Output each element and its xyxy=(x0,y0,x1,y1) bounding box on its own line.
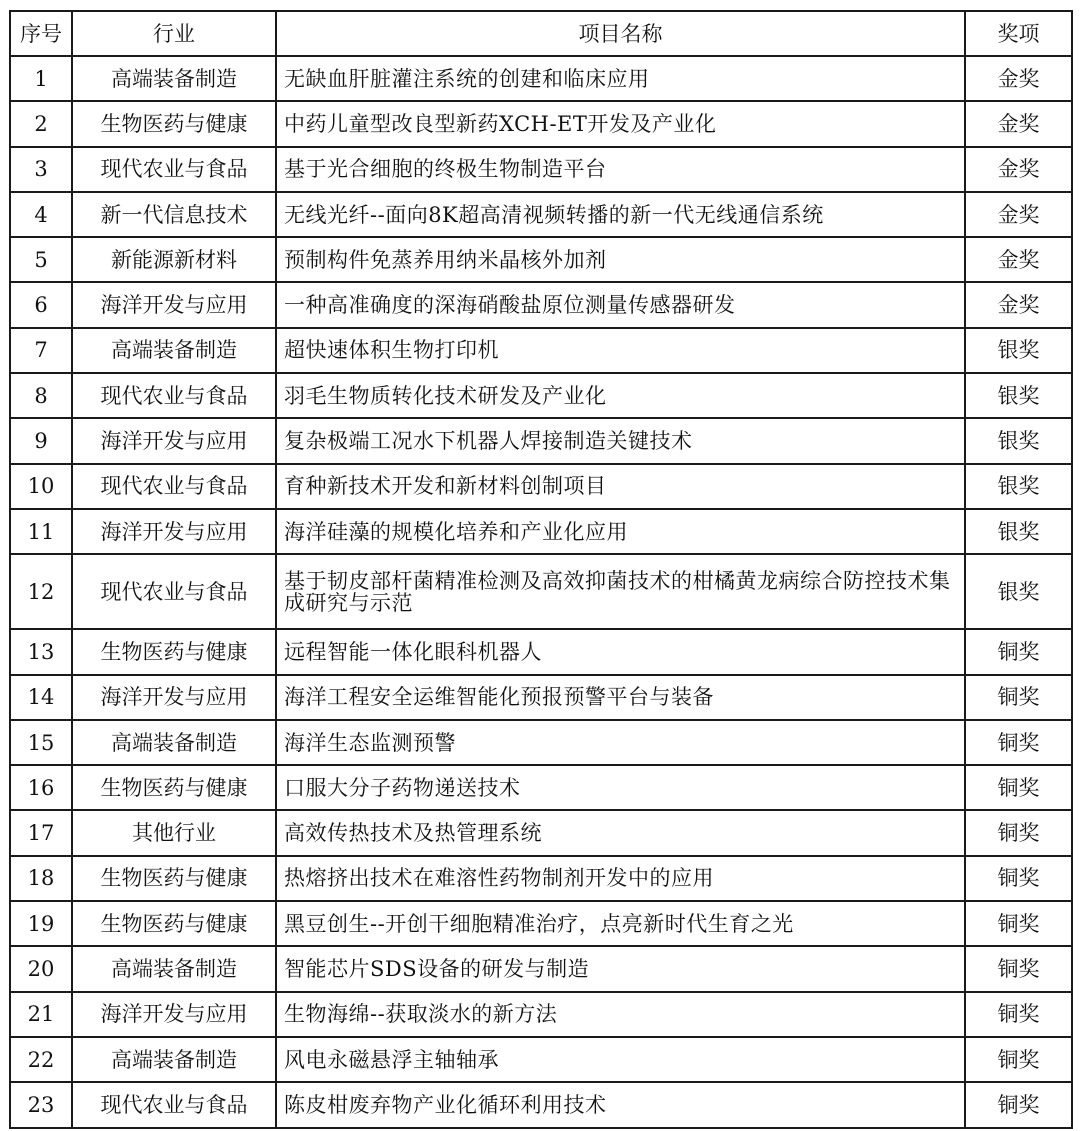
row-number: 5 xyxy=(10,237,72,282)
row-project-name: 基于韧皮部杆菌精准检测及高效抑菌技术的柑橘黄龙病综合防控技术集成研究与示范 xyxy=(276,554,965,629)
row-project-name: 超快速体积生物打印机 xyxy=(276,328,965,373)
table-row xyxy=(10,946,1072,991)
row-project-name: 预制构件免蒸养用纳米晶核外加剂 xyxy=(276,237,965,282)
row-industry: 生物医药与健康 xyxy=(72,629,276,674)
row-number: 20 xyxy=(10,946,72,991)
row-project-name: 中药儿童型改良型新药XCH-ET开发及产业化 xyxy=(276,101,965,146)
row-award: 金奖 xyxy=(965,56,1072,101)
row-industry: 生物医药与健康 xyxy=(72,901,276,946)
table-row xyxy=(10,373,1072,418)
table-row xyxy=(10,675,1072,720)
row-industry: 现代农业与食品 xyxy=(72,554,276,629)
row-industry: 新一代信息技术 xyxy=(72,192,276,237)
row-award: 铜奖 xyxy=(965,765,1072,810)
row-project-name: 无缺血肝脏灌注系统的创建和临床应用 xyxy=(276,56,965,101)
row-project-name: 黑豆创生--开创干细胞精准治疗，点亮新时代生育之光 xyxy=(276,901,965,946)
row-number: 11 xyxy=(10,509,72,554)
row-industry: 生物医药与健康 xyxy=(72,101,276,146)
row-award: 铜奖 xyxy=(965,1082,1072,1127)
header-industry: 行业 xyxy=(72,11,276,56)
award-table xyxy=(9,10,1073,1129)
row-number: 1 xyxy=(10,56,72,101)
row-project-name: 生物海绵--获取淡水的新方法 xyxy=(276,992,965,1037)
row-number: 18 xyxy=(10,856,72,901)
row-project-name: 热熔挤出技术在难溶性药物制剂开发中的应用 xyxy=(276,856,965,901)
row-project-name: 海洋生态监测预警 xyxy=(276,720,965,765)
table-row xyxy=(10,1082,1072,1127)
table-row xyxy=(10,901,1072,946)
table-row xyxy=(10,810,1072,855)
row-number: 16 xyxy=(10,765,72,810)
row-award: 金奖 xyxy=(965,101,1072,146)
row-number: 3 xyxy=(10,147,72,192)
header-row xyxy=(10,11,1072,56)
row-award: 银奖 xyxy=(965,418,1072,463)
row-industry: 高端装备制造 xyxy=(72,56,276,101)
table-row xyxy=(10,282,1072,327)
row-industry: 其他行业 xyxy=(72,810,276,855)
row-industry: 生物医药与健康 xyxy=(72,856,276,901)
table-row xyxy=(10,237,1072,282)
row-industry: 现代农业与食品 xyxy=(72,147,276,192)
row-number: 23 xyxy=(10,1082,72,1127)
row-industry: 海洋开发与应用 xyxy=(72,675,276,720)
row-project-name: 海洋工程安全运维智能化预报预警平台与装备 xyxy=(276,675,965,720)
row-industry: 现代农业与食品 xyxy=(72,373,276,418)
row-industry: 高端装备制造 xyxy=(72,946,276,991)
row-project-name: 复杂极端工况水下机器人焊接制造关键技术 xyxy=(276,418,965,463)
row-number: 6 xyxy=(10,282,72,327)
row-project-name: 育种新技术开发和新材料创制项目 xyxy=(276,464,965,509)
row-award: 铜奖 xyxy=(965,720,1072,765)
row-number: 22 xyxy=(10,1037,72,1082)
row-award: 银奖 xyxy=(965,373,1072,418)
row-industry: 海洋开发与应用 xyxy=(72,282,276,327)
header-no: 序号 xyxy=(10,11,72,56)
table-row xyxy=(10,1037,1072,1082)
row-number: 9 xyxy=(10,418,72,463)
table-row xyxy=(10,101,1072,146)
row-number: 15 xyxy=(10,720,72,765)
row-award: 金奖 xyxy=(965,237,1072,282)
row-award: 银奖 xyxy=(965,554,1072,629)
row-number: 12 xyxy=(10,554,72,629)
row-number: 14 xyxy=(10,675,72,720)
row-project-name: 口服大分子药物递送技术 xyxy=(276,765,965,810)
row-project-name: 无线光纤--面向8K超高清视频转播的新一代无线通信系统 xyxy=(276,192,965,237)
row-industry: 新能源新材料 xyxy=(72,237,276,282)
row-industry: 高端装备制造 xyxy=(72,328,276,373)
row-industry: 海洋开发与应用 xyxy=(72,509,276,554)
table-body xyxy=(10,56,1072,1128)
table-row xyxy=(10,992,1072,1037)
row-number: 2 xyxy=(10,101,72,146)
row-project-name: 风电永磁悬浮主轴轴承 xyxy=(276,1037,965,1082)
table-row xyxy=(10,56,1072,101)
table-row xyxy=(10,856,1072,901)
row-award: 铜奖 xyxy=(965,675,1072,720)
table-row xyxy=(10,554,1072,629)
row-industry: 海洋开发与应用 xyxy=(72,992,276,1037)
table-row xyxy=(10,509,1072,554)
row-industry: 现代农业与食品 xyxy=(72,1082,276,1127)
row-number: 13 xyxy=(10,629,72,674)
row-award: 铜奖 xyxy=(965,856,1072,901)
row-number: 21 xyxy=(10,992,72,1037)
table-row xyxy=(10,629,1072,674)
row-project-name: 基于光合细胞的终极生物制造平台 xyxy=(276,147,965,192)
row-award: 银奖 xyxy=(965,328,1072,373)
row-number: 10 xyxy=(10,464,72,509)
table-row xyxy=(10,192,1072,237)
header-award: 奖项 xyxy=(965,11,1072,56)
row-award: 铜奖 xyxy=(965,1037,1072,1082)
table-row xyxy=(10,464,1072,509)
row-industry: 海洋开发与应用 xyxy=(72,418,276,463)
table-row xyxy=(10,328,1072,373)
row-number: 17 xyxy=(10,810,72,855)
row-award: 铜奖 xyxy=(965,901,1072,946)
row-number: 19 xyxy=(10,901,72,946)
row-project-name: 一种高准确度的深海硝酸盐原位测量传感器研发 xyxy=(276,282,965,327)
row-number: 7 xyxy=(10,328,72,373)
header-project: 项目名称 xyxy=(276,11,965,56)
row-award: 铜奖 xyxy=(965,629,1072,674)
row-award: 银奖 xyxy=(965,509,1072,554)
row-project-name: 高效传热技术及热管理系统 xyxy=(276,810,965,855)
row-industry: 生物医药与健康 xyxy=(72,765,276,810)
row-award: 金奖 xyxy=(965,147,1072,192)
row-project-name: 远程智能一体化眼科机器人 xyxy=(276,629,965,674)
row-industry: 现代农业与食品 xyxy=(72,464,276,509)
award-table-container xyxy=(9,10,1071,1129)
row-industry: 高端装备制造 xyxy=(72,720,276,765)
row-industry: 高端装备制造 xyxy=(72,1037,276,1082)
table-row xyxy=(10,720,1072,765)
table-row xyxy=(10,147,1072,192)
row-award: 金奖 xyxy=(965,282,1072,327)
row-project-name: 海洋硅藻的规模化培养和产业化应用 xyxy=(276,509,965,554)
row-award: 银奖 xyxy=(965,464,1072,509)
row-award: 铜奖 xyxy=(965,992,1072,1037)
row-number: 4 xyxy=(10,192,72,237)
row-number: 8 xyxy=(10,373,72,418)
row-project-name: 智能芯片SDS设备的研发与制造 xyxy=(276,946,965,991)
table-row xyxy=(10,418,1072,463)
row-project-name: 陈皮柑废弃物产业化循环利用技术 xyxy=(276,1082,965,1127)
row-award: 金奖 xyxy=(965,192,1072,237)
row-project-name: 羽毛生物质转化技术研发及产业化 xyxy=(276,373,965,418)
row-award: 铜奖 xyxy=(965,810,1072,855)
table-row xyxy=(10,765,1072,810)
row-award: 铜奖 xyxy=(965,946,1072,991)
